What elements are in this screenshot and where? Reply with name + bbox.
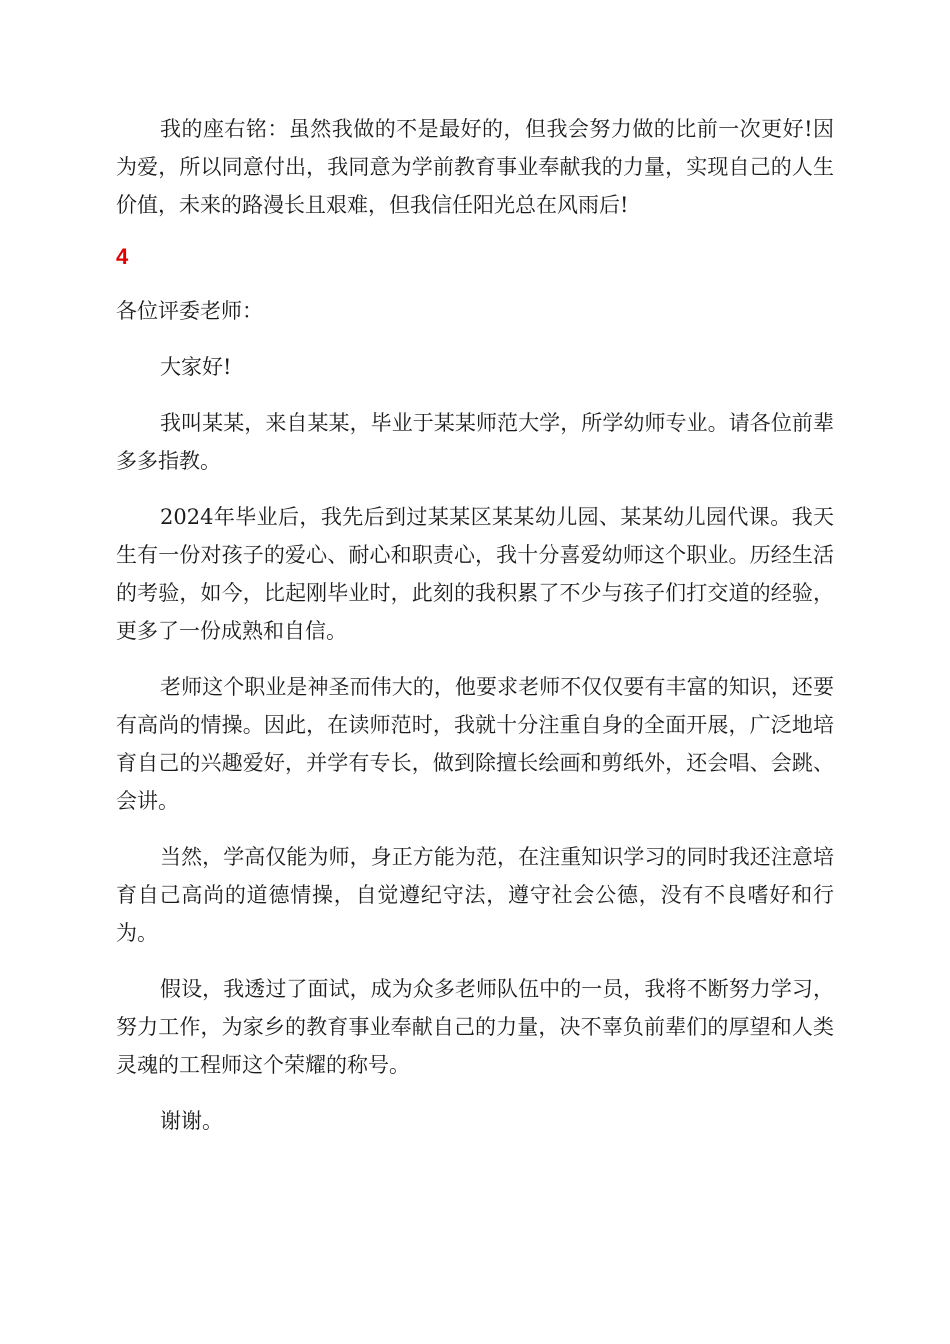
section-number: 4 — [116, 244, 129, 269]
body-paragraph: 假设，我透过了面试，成为众多老师队伍中的一员，我将不断努力学习，努力工作，为家乡的教育事业奉献自己的力量，决不辜负前辈们的厚望和人类灵魂的工程师这个荣耀的称号。 — [116, 977, 834, 1077]
body-paragraph: 当然，学高仅能为师，身正方能为范，在注重知识学习的同时我还注意培育自己高尚的道德情操，自觉遵纪守法，遵守社会公德，没有不良嗜好和行为。 — [116, 845, 834, 945]
greeting: 大家好! — [160, 355, 232, 379]
body-paragraph: 我叫某某，来自某某，毕业于某某师范大学，所学幼师专业。请各位前辈多多指教。 — [116, 411, 834, 473]
body-paragraph: 2024年毕业后，我先后到过某某区某某幼儿园、某某幼儿园代课。我天生有一份对孩子的爱心、耐心和职责心，我十分喜爱幼师这个职业。历经生活的考验，如今，比起刚毕业时，此刻的我积累了不少与孩子们打交道的经验，更多了一份成熟和自信。 — [116, 505, 834, 643]
motto-paragraph: 我的座右铭：虽然我做的不是最好的，但我会努力做的比前一次更好!因为爱，所以同意付出，我同意为学前教育事业奉献我的力量，实现自己的人生价值，未来的路漫长且艰难，但我信任阳光总在风雨后! — [116, 117, 834, 217]
salutation: 各位评委老师： — [116, 299, 263, 323]
closing: 谢谢。 — [160, 1109, 223, 1133]
body-paragraph: 老师这个职业是神圣而伟大的，他要求老师不仅仅要有丰富的知识，还要有高尚的情操。因此，在读师范时，我就十分注重自身的全面开展，广泛地培育自己的兴趣爱好，并学有专长，做到除擅长绘画和剪纸外，还会唱、会跳、会讲。 — [116, 675, 834, 813]
document-body — [116, 110, 834, 1158]
